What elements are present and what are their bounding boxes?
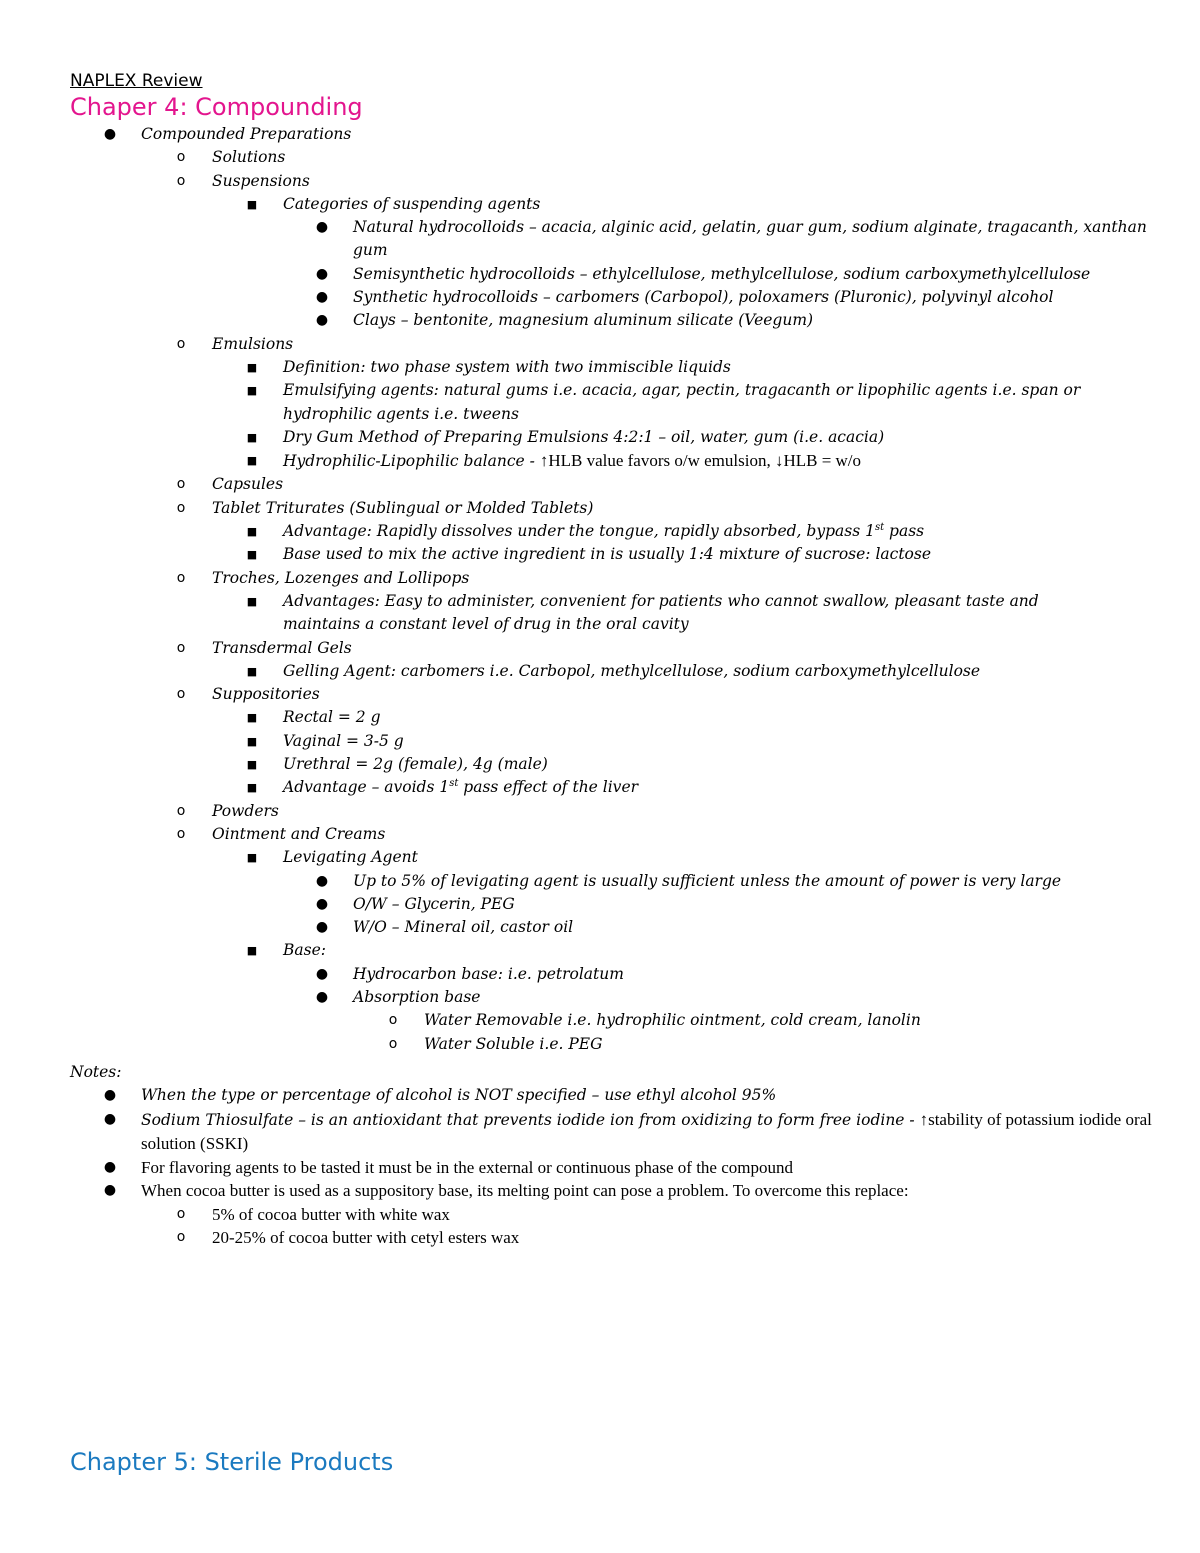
bullet-square-icon: ■ [246,711,258,725]
chapter-4-outline [0,123,1200,1056]
list-item: ● Compounded Preparations [0,123,1200,146]
bullet-circle-icon: o [176,1229,186,1246]
notes-label: Notes: [70,1063,122,1081]
list-item: o Powders [0,800,1200,823]
list-item: ● Clays – bentonite, magnesium aluminum silicate (Veegum) [0,309,1200,332]
list-item: ● Semisynthetic hydrocolloids – ethylcellulose, methylcellulose, sodium carboxymethylcellulose [0,263,1200,286]
list-item: o 20-25% of cocoa butter with cetyl esters wax [0,1226,1200,1249]
bullet-square-icon: ■ [246,360,258,374]
list-item: ■ Vaginal = 3-5 g [0,730,1200,753]
bullet-square-icon: ■ [246,384,258,398]
bullet-square-icon: ■ [246,734,258,748]
bullet-circle-icon: o [176,686,186,703]
bullet-dot-icon: ● [315,872,329,889]
bullet-square-icon: ■ [246,594,258,608]
bullet-circle-icon: o [176,1205,186,1222]
bullet-square-icon: ■ [246,548,258,562]
list-item: o Water Soluble i.e. PEG [0,1033,1200,1056]
bullet-dot-icon: ● [315,895,329,912]
list-item: ● W/O – Mineral oil, castor oil [0,916,1200,939]
bullet-square-icon: ■ [246,664,258,678]
list-item: ■ Categories of suspending agents [0,193,1200,216]
bullet-dot-icon: ● [103,1182,117,1199]
bullet-dot-icon: ● [103,1159,117,1176]
list-item: ● Absorption base [0,986,1200,1009]
bullet-dot-icon: ● [103,1087,117,1104]
bullet-dot-icon: ● [315,219,329,236]
list-item: o Troches, Lozenges and Lollipops [0,567,1200,590]
list-item: ● When cocoa butter is used as a suppository base, its melting point can pose a problem. To overcome this replace: [0,1179,1200,1202]
list-item: o Suppositories [0,683,1200,706]
bullet-circle-icon: o [176,476,186,493]
bullet-dot-icon: ● [103,1110,117,1127]
list-item: ■ Rectal = 2 g [0,706,1200,729]
bullet-dot-icon: ● [315,265,329,282]
list-item: o Ointment and Creams [0,823,1200,846]
bullet-circle-icon: o [176,569,186,586]
bullet-square-icon: ■ [246,781,258,795]
bullet-circle-icon: o [176,802,186,819]
list-item: ■ Dry Gum Method of Preparing Emulsions 4:2:1 – oil, water, gum (i.e. acacia) [0,426,1200,449]
bullet-circle-icon: o [176,149,186,166]
bullet-square-icon: ■ [246,851,258,865]
bullet-circle-icon: o [176,172,186,189]
list-item: ● Natural hydrocolloids – acacia, alginic acid, gelatin, guar gum, sodium alginate, tragacanth, xanthan gum [0,216,1200,263]
list-item: ● O/W – Glycerin, PEG [0,893,1200,916]
list-item: o Emulsions [0,333,1200,356]
list-item: o Tablet Triturates (Sublingual or Molded Tablets) [0,497,1200,520]
document-title: NAPLEX Review [70,71,203,91]
bullet-circle-icon: o [176,499,186,516]
bullet-square-icon: ■ [246,758,258,772]
bullet-dot-icon: ● [315,965,329,982]
bullet-dot-icon: ● [315,312,329,329]
list-item: ■ Advantage: Rapidly dissolves under the tongue, rapidly absorbed, bypass 1st pass [0,520,1200,543]
bullet-circle-icon: o [176,825,186,842]
bullet-circle-icon: o [388,1012,398,1029]
list-item: o Water Removable i.e. hydrophilic ointment, cold cream, lanolin [0,1009,1200,1032]
bullet-square-icon: ■ [246,525,258,539]
chapter-4-heading: Chaper 4: Compounding [70,93,363,121]
list-item: o Solutions [0,146,1200,169]
list-item: ● Synthetic hydrocolloids – carbomers (Carbopol), poloxamers (Pluronic), polyvinyl alcohol [0,286,1200,309]
list-item: ■ Base: [0,939,1200,962]
list-item: ■ Advantages: Easy to administer, convenient for patients who cannot swallow, pleasant taste and maintains a constant level of drug in the oral cavity [0,590,1200,637]
list-item: ■ Hydrophilic-Lipophilic balance - ↑HLB value favors o/w emulsion, ↓HLB = w/o [0,449,1200,473]
list-item: o Capsules [0,473,1200,496]
list-item: o Suspensions [0,170,1200,193]
list-item: ● When the type or percentage of alcohol is NOT specified – use ethyl alcohol 95% [0,1084,1200,1107]
list-item: ■ Advantage – avoids 1st pass effect of the liver [0,776,1200,799]
notes-section [0,1061,1200,1249]
list-item: ● Hydrocarbon base: i.e. petrolatum [0,963,1200,986]
list-item: o 5% of cocoa butter with white wax [0,1203,1200,1226]
bullet-circle-icon: o [388,1035,398,1052]
list-item: ■ Base used to mix the active ingredient in is usually 1:4 mixture of sucrose: lactose [0,543,1200,566]
bullet-square-icon: ■ [246,454,258,468]
chapter-5-heading: Chapter 5: Sterile Products [70,1448,394,1476]
bullet-circle-icon: o [176,335,186,352]
bullet-dot-icon: ● [103,126,117,142]
list-item: ■ Gelling Agent: carbomers i.e. Carbopol, methylcellulose, sodium carboxymethylcellulose [0,660,1200,683]
bullet-circle-icon: o [176,639,186,656]
list-item: ■ Urethral = 2g (female), 4g (male) [0,753,1200,776]
list-item: ● Up to 5% of levigating agent is usually sufficient unless the amount of power is very large [0,870,1200,893]
list-item: ■ Definition: two phase system with two immiscible liquids [0,356,1200,379]
list-item: ● For flavoring agents to be tasted it must be in the external or continuous phase of the compound [0,1156,1200,1179]
list-item: ■ Emulsifying agents: natural gums i.e. acacia, agar, pectin, tragacanth or lipophilic agents i.e. span or hydrophilic agents i.e. tweens [0,379,1200,426]
bullet-square-icon: ■ [246,944,258,958]
list-item: ● Sodium Thiosulfate – is an antioxidant that prevents iodide ion from oxidizing to form free iodine - ↑stability of potassium iodide oral solution (SSKI) [0,1108,1200,1157]
bullet-square-icon: ■ [246,197,258,211]
bullet-square-icon: ■ [246,430,258,444]
list-item: ■ Levigating Agent [0,846,1200,869]
bullet-dot-icon: ● [315,919,329,936]
list-item: o Transdermal Gels [0,637,1200,660]
bullet-dot-icon: ● [315,988,329,1005]
bullet-dot-icon: ● [315,289,329,306]
